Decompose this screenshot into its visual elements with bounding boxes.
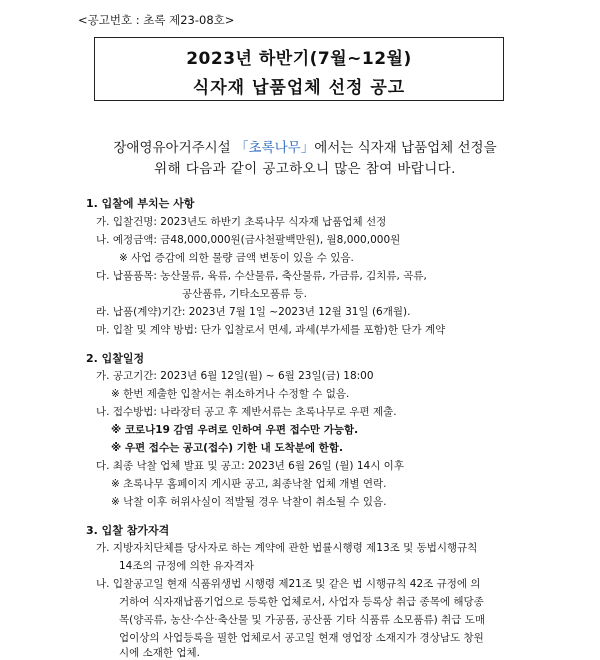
s2-item-b: 나. 접수방법: 나라장터 공고 후 제반서류는 초록나무로 우편 제출. <box>96 406 397 418</box>
s1-item-a: 가. 입찰건명: 2023년도 하반기 초록나무 식자재 납품업체 선정 <box>96 216 387 228</box>
s1-item-d: 라. 납품(계약)기간: 2023년 7월 1일 ~2023년 12월 31일 (6개월). <box>96 306 411 318</box>
intro-prefix: 장애영유아거주시설 <box>113 140 236 156</box>
intro-line1 <box>60 136 550 156</box>
s1-item-c2: 공산품류, 기타소모품류 등. <box>182 288 307 300</box>
s3-item-b-line1: 나. 입찰공고일 현재 식품위생법 시행령 제21조 및 같은 법 시행규칙 42조 규정에 의 <box>96 578 481 590</box>
intro-line2: 위해 다음과 같이 공고하오니 많은 참여 바랍니다. <box>154 161 456 177</box>
section3-heading: 3. 입찰 참가자격 <box>86 524 170 537</box>
s3-item-b-line3: 목(양곡류, 농산·수산·축산물 및 가공품, 공산품 기타 식품류 소모품류) 취급 도매 <box>119 614 486 626</box>
s2-item-b-note1: ※ 코로나19 감염 우려로 인하여 우편 접수만 가능함. <box>111 424 359 436</box>
s2-item-c: 다. 최종 낙찰 업체 발표 및 공고: 2023년 6월 26일 (월) 14시 이후 <box>96 460 404 472</box>
title-line2: 식자재 납품업체 선정 공고 <box>192 78 406 98</box>
s2-item-b-note2: ※ 우편 접수는 공고(접수) 기한 내 도착분에 한함. <box>111 442 343 454</box>
s1-item-b-note: ※ 사업 증감에 의한 물량 금액 변동이 있을 수 있음. <box>119 252 354 264</box>
title-box <box>94 37 504 101</box>
s1-item-c: 다. 납품품목: 농산물류, 육류, 수산물류, 축산물류, 가금류, 김치류, 곡류, <box>96 270 427 282</box>
org-name: 「초록나무」 <box>235 140 315 156</box>
intro-suffix: 에서는 식자재 납품업체 선정을 <box>314 140 497 156</box>
s3-item-b-line5: 시에 소재한 업체. <box>119 647 201 659</box>
s2-item-c-note1: ※ 초록나무 홈페이지 게시판 공고, 최종낙찰 업체 개별 연락. <box>111 478 387 490</box>
section2-heading: 2. 입찰일정 <box>86 352 145 365</box>
section1-heading: 1. 입찰에 부치는 사항 <box>86 197 195 210</box>
s2-item-a: 가. 공고기간: 2023년 6월 12일(월) ~ 6월 23일(금) 18:00 <box>96 370 374 382</box>
s2-item-c-note2: ※ 낙찰 이후 허위사실이 적발될 경우 낙찰이 취소될 수 있음. <box>111 496 387 508</box>
s3-item-a-line2: 14조의 규정에 의한 유자격자 <box>119 560 254 572</box>
notice-number: <공고번호 : 초록 제23-08호> <box>78 13 235 27</box>
s3-item-a-line1: 가. 지방자치단체를 당사자로 하는 계약에 관한 법률시행령 제13조 및 동법시행규칙 <box>96 542 478 554</box>
s3-item-b-line4: 업이상의 사업등록을 필한 업체로서 공고일 현재 영업장 소재지가 경상남도 창원 <box>119 632 484 644</box>
s3-item-b-line2: 거하여 식자재납품기업으로 등록한 업체로서, 사업자 등록상 취급 종목에 해당종 <box>119 596 484 608</box>
title-line1: 2023년 하반기(7월~12월) <box>186 49 412 69</box>
s1-item-b: 나. 예정금액: 금48,000,000원(금사천팔백만원), 월8,000,000원 <box>96 234 401 246</box>
s2-item-a-note: ※ 한번 제출한 입찰서는 취소하거나 수정할 수 없음. <box>111 388 350 400</box>
s1-item-e: 마. 입찰 및 계약 방법: 단가 입찰로서 면세, 과세(부가세를 포함)한 단가 계약 <box>96 324 446 336</box>
